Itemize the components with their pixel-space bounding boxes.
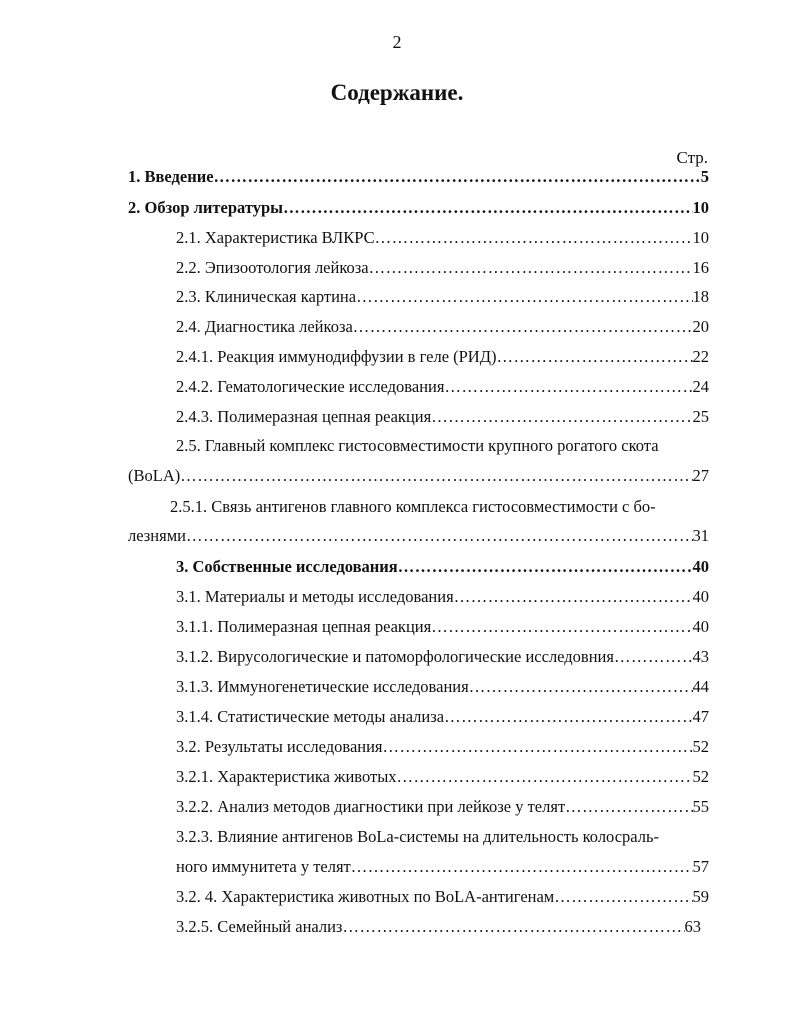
toc-entry-3-2-5 [176,917,701,937]
toc-entry-2-5-1-line1: 2.5.1. Связь антигенов главного комплекса гистосовместимости с бо- [170,497,656,516]
toc-leader-dots [375,228,693,248]
toc-entry-title: 2.4.1. Реакция иммунодиффузии в геле (РИД) [176,347,497,366]
toc-entry-title: 3.2. Результаты исследования [176,737,383,756]
toc-entry-title: 2.2. Эпизоотология лейкоза [176,258,369,277]
toc-entry-2-4 [176,317,709,337]
toc-entry-page: 55 [692,797,709,816]
pages-column-label: Стр. [676,148,708,167]
toc-entry-page: 20 [692,317,709,336]
toc-entry-3-2-2 [176,797,709,817]
toc-entry-title: 2.4.3. Полимеразная цепная реакция [176,407,432,426]
toc-entry-title: ного иммунитета у телят [176,857,351,876]
toc-entry-3-2-3-line2 [176,857,709,877]
toc-entry-2-2 [176,258,709,278]
toc-entry-title: 3.1. Материалы и методы исследования [176,587,454,606]
toc-entry-title: 2.4. Диагностика лейкоза [176,317,353,336]
toc-entry-page: 63 [684,917,701,936]
toc-entry-page: 10 [692,198,709,217]
toc-leader-dots [565,797,692,817]
toc-entry-3-2-4 [176,887,709,907]
toc-entry-3-1-1 [176,617,709,637]
toc-entry-title: 3. Собственные исследования [176,557,398,576]
toc-entry-page: 40 [692,617,709,636]
toc-entry-own-research [176,557,709,577]
toc-entry-introduction [128,167,709,187]
toc-entry-page: 47 [692,707,709,726]
toc-entry-2-1 [176,228,709,248]
toc-entry-title: 2.3. Клиническая картина [176,287,357,306]
toc-entry-3-1 [176,587,709,607]
toc-entry-page: 57 [692,857,709,876]
toc-entry-2-5-1-line2 [128,526,709,546]
toc-leader-dots [342,917,684,937]
toc-entry-page: 52 [692,767,709,786]
toc-entry-2-4-1 [176,347,709,367]
toc-entry-2-5-line2 [128,466,709,486]
toc-entry-title: 2.4.2. Гематологические исследования [176,377,445,396]
toc-leader-dots [369,258,693,278]
toc-leader-dots [398,557,693,577]
toc-entry-title: 3.2.1. Характеристика животых [176,767,397,786]
toc-entry-title: 3.1.2. Вирусологические и патоморфологические исследовния [176,647,614,666]
toc-entry-title: 3.1.1. Полимеразная цепная реакция [176,617,432,636]
toc-leader-dots [186,526,693,546]
toc-entry-3-1-2 [176,647,709,667]
toc-entry-title: 1. Введение [128,167,214,186]
toc-entry-page: 10 [692,228,709,247]
toc-entry-page: 31 [692,526,709,545]
toc-entry-page: 27 [692,466,709,485]
toc-entry-2-3 [176,287,709,307]
page-title: Содержание. [330,80,464,105]
toc-entry-3-1-4 [176,707,709,727]
toc-leader-dots [431,407,692,427]
toc-leader-dots [444,377,692,397]
toc-entry-page: 40 [692,557,709,576]
toc-leader-dots [614,647,693,667]
toc-entry-title: 2.1. Характеристика ВЛКРС [176,228,375,247]
toc-leader-dots [356,287,692,307]
toc-entry-title: 3.1.3. Иммуногенетические исследования [176,677,469,696]
toc-leader-dots [214,167,701,187]
toc-entry-title: 2. Обзор литературы [128,198,284,217]
toc-entry-page: 5 [700,167,709,186]
toc-entry-page: 18 [692,287,709,306]
toc-entry-title: 3.2.5. Семейный анализ [176,917,343,936]
toc-entry-3-2-1 [176,767,709,787]
toc-leader-dots [554,887,692,907]
toc-entry-title: лезнями [128,526,186,545]
toc-leader-dots [469,677,693,697]
toc-leader-dots [353,317,693,337]
toc-entry-2-4-3 [176,407,709,427]
toc-entry-3-2-3-line1: 3.2.3. Влияние антигенов BoLa-системы на длительность колосраль- [176,827,660,846]
toc-entry-page: 44 [692,677,709,696]
toc-leader-dots [444,707,692,727]
toc-leader-dots [383,737,693,757]
table-of-contents [128,0,709,1025]
toc-leader-dots [397,767,693,787]
page-number: 2 [392,32,402,52]
toc-entry-2-4-2 [176,377,709,397]
toc-leader-dots [180,466,692,486]
toc-entry-page: 59 [692,887,709,906]
toc-entry-title: 3.2.2. Анализ методов диагностики при лейкозе у телят [176,797,566,816]
toc-entry-page: 40 [692,587,709,606]
toc-entry-page: 25 [692,407,709,426]
toc-leader-dots [283,198,692,218]
toc-leader-dots [454,587,693,607]
toc-leader-dots [496,347,692,367]
toc-entry-page: 43 [692,647,709,666]
toc-entry-literature-review [128,198,709,218]
toc-leader-dots [431,617,692,637]
toc-leader-dots [351,857,693,877]
toc-entry-title: 3.2. 4. Характеристика животных по BoLA-антигенам [176,887,555,906]
toc-entry-3-2 [176,737,709,757]
toc-entry-page: 16 [692,258,709,277]
toc-entry-3-1-3 [176,677,709,697]
toc-entry-title: 3.1.4. Статистические методы анализа [176,707,445,726]
toc-entry-page: 22 [692,347,709,366]
toc-entry-page: 52 [692,737,709,756]
toc-entry-title: (BoLA) [128,466,181,485]
toc-entry-2-5-line1: 2.5. Главный комплекс гистосовместимости крупного рогатого скота [176,436,659,455]
toc-entry-page: 24 [692,377,709,396]
